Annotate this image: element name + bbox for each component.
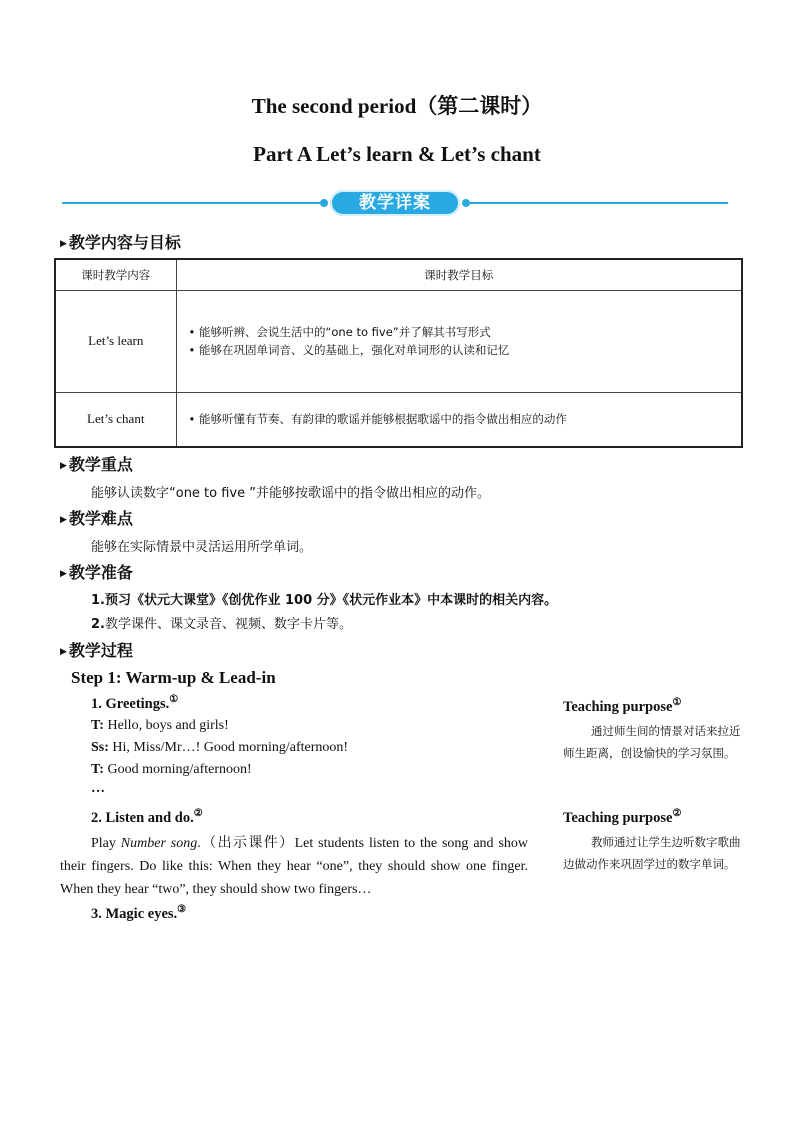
substep-greetings: 1. Greetings.① bbox=[91, 694, 179, 712]
dialogue-line: Ss: Hi, Miss/Mr…! Good morning/afternoon! bbox=[91, 740, 349, 755]
section-banner bbox=[62, 190, 728, 216]
dialogue-line: T: Good morning/afternoon! bbox=[91, 762, 252, 777]
table-cell-content: Let’s learn bbox=[55, 290, 176, 392]
substep-magic-eyes: 3. Magic eyes.③ bbox=[91, 904, 187, 922]
banner-label: 教学详案 bbox=[330, 190, 460, 216]
table-cell-content: Let’s chant bbox=[55, 392, 176, 447]
section-heading-preparation: ▶ 教学准备 bbox=[60, 563, 133, 582]
teaching-purpose-label: Teaching purpose① bbox=[563, 697, 682, 715]
table-cell-goals bbox=[176, 392, 742, 447]
banner-dot-left bbox=[320, 199, 328, 207]
teaching-purpose-1 bbox=[563, 697, 743, 764]
teaching-purpose-label: Teaching purpose② bbox=[563, 808, 682, 826]
teaching-purpose-2 bbox=[563, 808, 743, 875]
dialogue-ellipsis: … bbox=[91, 781, 105, 796]
section-heading-content-goals: ▶ 教学内容与目标 bbox=[60, 233, 181, 252]
goal-item: • 能够听辨、会说生活中的“one to five”并了解其书写形式 bbox=[188, 325, 491, 339]
section-heading-key-points: ▶ 教学重点 bbox=[60, 455, 133, 474]
dialogue-line: T: Hello, boys and girls! bbox=[91, 718, 229, 733]
triangle-bullet-icon: ▶ bbox=[60, 647, 67, 657]
table-header-row bbox=[55, 259, 742, 290]
difficulties-text: 能够在实际情景中灵活运用所学单词。 bbox=[91, 540, 313, 555]
triangle-bullet-icon: ▶ bbox=[60, 515, 67, 525]
goal-item: • 能够听懂有节奏、有韵律的歌谣并能够根据歌谣中的指令做出相应的动作 bbox=[188, 412, 567, 427]
table-row bbox=[55, 290, 742, 392]
banner-line-left bbox=[62, 202, 324, 204]
listen-and-do-text: Play Number song.（出示课件）Let students listen to the song and show their fingers. Do like this: When they hear “one”, they should show one finger. When they hear “two”, they should show two fingers… bbox=[60, 836, 529, 897]
substep-listen-and-do: 2. Listen and do.② bbox=[91, 808, 203, 826]
table-cell-goals bbox=[176, 290, 742, 392]
goals-table bbox=[54, 258, 743, 448]
teaching-purpose-text: 教师通过让学生边听数字歌曲边做动作来巩固学过的数字单词。 bbox=[563, 834, 741, 871]
table-header-cell: 课时教学目标 bbox=[176, 259, 742, 290]
triangle-bullet-icon: ▶ bbox=[60, 569, 67, 579]
page-title: The second period（第二课时） bbox=[251, 94, 543, 118]
table-header-cell: 课时教学内容 bbox=[55, 259, 176, 290]
teaching-purpose-text: 通过师生间的情景对话来拉近师生距离，创设愉快的学习氛围。 bbox=[563, 723, 741, 760]
triangle-bullet-icon: ▶ bbox=[60, 461, 67, 471]
goal-item: • 能够在巩固单词音、义的基础上，强化对单词形的认读和记忆 bbox=[188, 343, 510, 357]
preparation-item-2: 2.教学课件、课文录音、视频、数字卡片等。 bbox=[91, 617, 352, 632]
step-title: Step 1: Warm-up & Lead-in bbox=[71, 668, 276, 687]
table-row bbox=[55, 392, 742, 447]
page-subtitle: Part A Let’s learn & Let’s chant bbox=[253, 142, 541, 166]
key-points-text: 能够认读数字“one to five ”并能够按歌谣中的指令做出相应的动作。 bbox=[91, 486, 490, 501]
banner-line-right bbox=[466, 202, 728, 204]
section-heading-process: ▶ 教学过程 bbox=[60, 641, 133, 660]
preparation-item-1: 1.预习《状元大课堂》《创优作业 100 分》《状元作业本》中本课时的相关内容。 bbox=[91, 593, 558, 608]
section-heading-difficulties: ▶ 教学难点 bbox=[60, 509, 133, 528]
triangle-bullet-icon: ▶ bbox=[60, 239, 67, 249]
